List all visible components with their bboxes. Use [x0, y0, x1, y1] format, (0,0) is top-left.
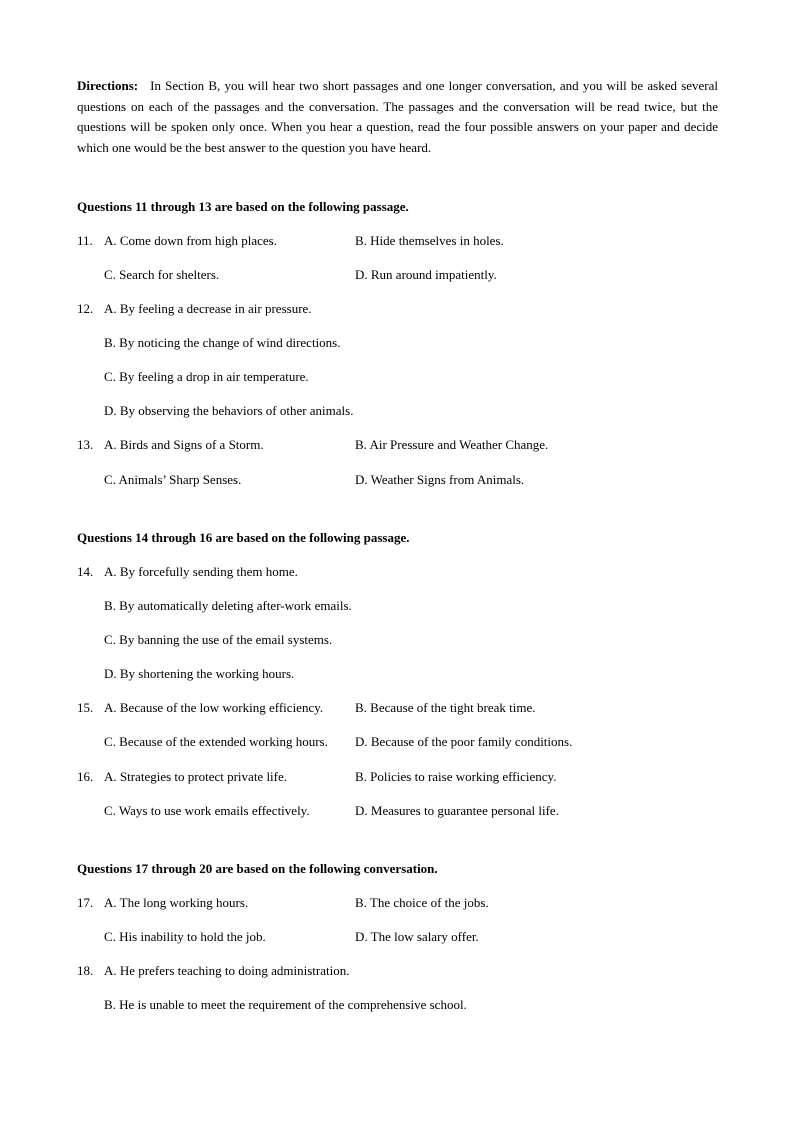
option-d: D. The low salary offer. [355, 929, 479, 944]
option-a: A. By feeling a decrease in air pressure. [104, 301, 312, 316]
option-c: C. Ways to use work emails effectively. [104, 803, 310, 818]
option-d: D. Weather Signs from Animals. [355, 472, 525, 487]
question-number: 15. [77, 700, 94, 715]
option-b: B. By automatically deleting after-work emails. [104, 598, 352, 613]
option-c: C. Because of the extended working hours. [104, 734, 328, 749]
option-a: A. The long working hours. [104, 895, 249, 910]
option-a: A. He prefers teaching to doing administration. [104, 963, 350, 978]
option-a: A. By forcefully sending them home. [104, 564, 298, 579]
option-b: B. Policies to raise working efficiency. [355, 769, 557, 784]
section-heading: Questions 11 through 13 are based on the following passage. [77, 199, 409, 214]
option-b: B. By noticing the change of wind directions. [104, 335, 341, 350]
option-b: B. Hide themselves in holes. [355, 233, 504, 248]
directions-label: Directions: [77, 78, 139, 93]
question-number: 11. [77, 233, 93, 248]
question-number: 16. [77, 769, 94, 784]
option-d: D. Run around impatiently. [355, 267, 497, 282]
question-number: 18. [77, 963, 94, 978]
section-heading: Questions 14 through 16 are based on the following passage. [77, 530, 410, 545]
section-heading: Questions 17 through 20 are based on the following conversation. [77, 861, 438, 876]
option-b: B. He is unable to meet the requirement of the comprehensive school. [104, 997, 467, 1012]
option-c: C. Search for shelters. [104, 267, 220, 282]
option-c: C. By banning the use of the email systems. [104, 632, 333, 647]
option-b: B. Air Pressure and Weather Change. [355, 437, 549, 452]
option-d: D. Because of the poor family conditions. [355, 734, 573, 749]
question-number: 17. [77, 895, 94, 910]
option-a: A. Birds and Signs of a Storm. [104, 437, 264, 452]
option-c: C. Animals’ Sharp Senses. [104, 472, 242, 487]
question-number: 13. [77, 437, 94, 452]
question-number: 14. [77, 564, 94, 579]
option-c: C. His inability to hold the job. [104, 929, 266, 944]
directions [77, 76, 718, 159]
option-a: A. Come down from high places. [104, 233, 277, 248]
option-b: B. Because of the tight break time. [355, 700, 536, 715]
question-number: 12. [77, 301, 94, 316]
option-d: D. By shortening the working hours. [104, 666, 295, 681]
option-a: A. Because of the low working efficiency. [104, 700, 324, 715]
option-b: B. The choice of the jobs. [355, 895, 489, 910]
option-a: A. Strategies to protect private life. [104, 769, 288, 784]
option-d: D. Measures to guarantee personal life. [355, 803, 559, 818]
directions-text: In Section B, you will hear two short passages and one longer conversation, and you will be asked several questions on each of the passages and the conversation. The passages and the conversation will be read twice, but the questions will be spoken only once. When you hear a question, read the four possible answers on your paper and decide which one would be the best answer to the question you have heard. [77, 78, 718, 156]
option-d: D. By observing the behaviors of other animals. [104, 403, 354, 418]
option-c: C. By feeling a drop in air temperature. [104, 369, 309, 384]
